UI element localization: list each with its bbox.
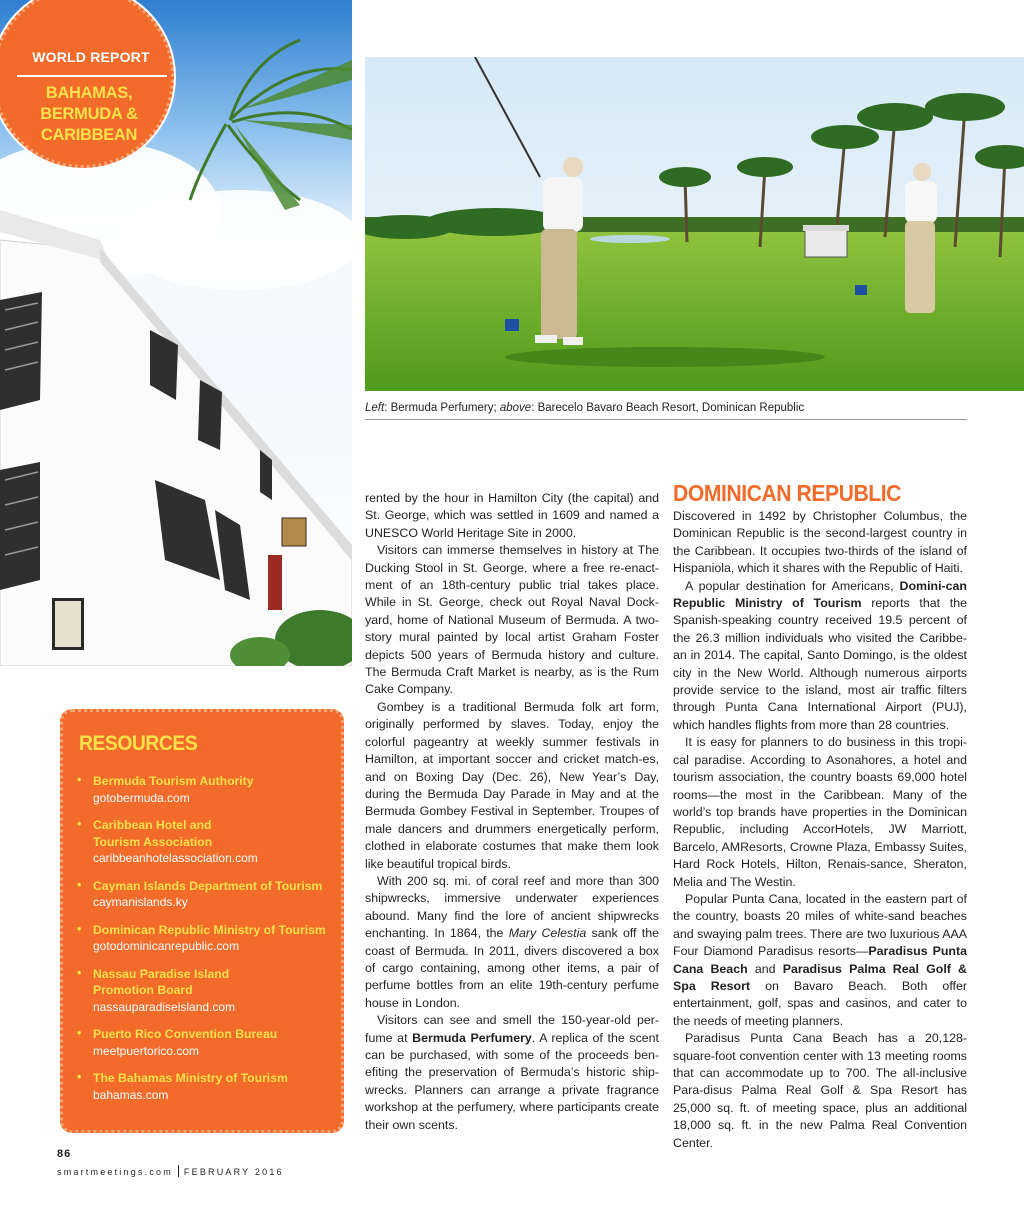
badge-label: WORLD REPORT: [32, 49, 150, 65]
resource-url[interactable]: nassauparadiseisland.com: [93, 999, 236, 1014]
bullet: •: [77, 817, 82, 831]
venue-name: Paradisus Punta Cana Beach: [673, 944, 968, 976]
resource-name: Cayman Islands Department of Tourism: [93, 878, 323, 893]
bullet: •: [77, 1026, 82, 1040]
caption-left-text: : Bermuda Perfumery;: [384, 402, 500, 414]
text: sank off the coast of Bermuda. In 2011, divers discovered a box of cargo containing, among other items, a pair of perfume bottles from an elite 19th-century perfume house in London.: [365, 926, 659, 1010]
caption-divider: [365, 419, 967, 420]
list-item: [77, 1070, 339, 1103]
list-item: [77, 878, 339, 911]
resource-url[interactable]: meetpuertorico.com: [93, 1043, 200, 1058]
list-item: [77, 922, 339, 955]
barcelo-bavaro-golf-photo: [365, 57, 1024, 391]
footer: [57, 1165, 284, 1177]
resources-box: [60, 709, 344, 1133]
dominican-article-column: [673, 508, 967, 1152]
bermuda-article-column: [365, 490, 659, 1134]
text: Popular Punta Cana, located in the eastern part of the country, boasts 20 miles of white-sand beaches and swaying palm trees. There are two luxurious AAA Four Diamond Paradisus resorts—: [673, 891, 967, 959]
badge-divider: [17, 75, 167, 77]
text: and: [747, 961, 783, 976]
badge-title: BAHAMAS, BERMUDA & CARIBBEAN: [40, 84, 138, 144]
resource-name: Bermuda Tourism Authority: [93, 774, 254, 788]
organization-name: Domini-can Republic Ministry of Tourism: [673, 578, 967, 611]
paragraph: [365, 873, 659, 1012]
resource-url[interactable]: gotobermuda.com: [93, 790, 190, 805]
resources-title: RESOURCES: [79, 732, 198, 755]
bullet: •: [77, 877, 82, 892]
paragraph: rented by the hour in Hamilton City (the capital) and St. George, which was settled in 1609 and named a UNESCO World Heritage Site in 2000.: [365, 491, 659, 540]
resource-name: Caribbean Hotel and Tourism Association: [93, 818, 213, 849]
venue-name: Bermuda Perfumery: [412, 1030, 532, 1045]
list-item: [77, 817, 339, 867]
caption-left-label: Left: [365, 402, 385, 414]
section-heading: DOMINICAN REPUBLIC: [673, 480, 902, 506]
paragraph: [673, 578, 967, 735]
list-item: [77, 773, 339, 806]
bullet: •: [77, 773, 82, 787]
resource-name: The Bahamas Ministry of Tourism: [93, 1071, 288, 1085]
caption-above-label: above: [499, 402, 532, 414]
paragraph: Paradisus Punta Cana Beach has a 20,128-square-foot convention center with 13 meeting rooms that can accommodate up to 700. The all-inclusive Para-disus Palma Real Golf & Spa Resort has 25,000 sq. ft. of meeting space, plus an additional 18,000 sq. ft. in the new Palma Real Convention Center.: [673, 1031, 967, 1150]
list-item: [77, 966, 339, 1016]
text: on Bavaro Beach. Both offer entertainment, golf, spas and casinos, and cater to the needs of meeting planners.: [673, 978, 967, 1028]
photo-caption: [365, 402, 967, 414]
issue-date: FEBRUARY 2016: [183, 1167, 284, 1177]
bullet: •: [77, 921, 82, 936]
resource-name: Puerto Rico Convention Bureau: [93, 1027, 278, 1041]
bullet: •: [77, 1070, 82, 1084]
resource-url[interactable]: caymanislands.ky: [93, 895, 188, 909]
resource-url[interactable]: bahamas.com: [93, 1087, 169, 1102]
resources-list: [77, 773, 339, 1114]
text: A popular destination for Americans,: [685, 578, 900, 593]
text: Visitors can see and smell the 150-year-old per-fume at: [365, 1013, 659, 1045]
list-item: [77, 1026, 339, 1059]
text: With 200 sq. mi. of coral reef and more than 300 shipwrecks, immersive underwater experiences abound. Many find the lore of ancient shipwrecks enchanting. In 1864, the: [365, 873, 659, 941]
resource-name: Dominican Republic Ministry of Tourism: [93, 922, 326, 937]
caption-above-text: : Barecelo Bavaro Beach Resort, Dominican Republic: [531, 402, 805, 414]
paragraph: [365, 1012, 659, 1134]
paragraph: Gombey is a traditional Bermuda folk art form, originally performed by slaves. Today, enjoy the colorful pageantry at weekly summer festivals in Hamilton, at important soccer and cricket match-es, and on Boxing Day (Dec. 26), New Year’s Day, during the Bermuda Day Parade in May and at the Bermuda Gombey Festival in September. Troupes of male dancers and drummers energetically perform, clothed in elaborate costumes that make them look like beautiful tropical birds.: [365, 699, 659, 871]
page-number: 86: [57, 1148, 72, 1160]
venue-name: Paradisus Palma Real Golf & Spa Resort: [673, 961, 968, 993]
text: . A replica of the scent can be purchased, with some of the proceeds ben-efiting the preservation of Bermuda’s historic ship-wrecks. Planners can arrange a private fragrance workshop at the perfumery, where participants create their own scents.: [365, 1030, 659, 1132]
world-report-badge: [0, 0, 174, 168]
bullet: •: [77, 965, 82, 980]
paragraph: Discovered in 1492 by Christopher Columbus, the Dominican Republic is the second-largest country in the Caribbean. It occupies two-thirds of the island of Hispaniola, which it shares with the Republic of Haiti.: [673, 509, 967, 576]
paragraph: It is easy for planners to do business in this tropi-cal paradise. According to Asonahores, a hotel and tourism association, the country boasts 69,000 hotel rooms—the most in the Caribbean. Many of the world’s top brands have properties in the Dominican Republic, including AccorHotels, JW Marriott, Barcelo, AMResorts, Crowne Plaza, Embassy Suites, Hard Rock Hotels, Hilton, Renais-sance, Sheraton, Melia and The Westin.: [673, 735, 967, 889]
resource-name: Nassau Paradise Island Promotion Board: [93, 966, 230, 997]
ship-name: Mary Celestia: [508, 926, 587, 941]
paragraph: Visitors can immerse themselves in history at The Ducking Stool in St. George, where a free re-enact-ment of an 18th-century public trial takes place. While in St. George, check out Royal Naval Dock-yard, home of National Museum of Bermuda. A two-story mural painted by local artist Graham Foster depicts 500 years of Bermuda history and culture. The Bermuda Craft Market is nearby, as is the Rum Cake Company.: [365, 543, 659, 697]
paragraph: [673, 891, 967, 1030]
resource-url[interactable]: caribbeanhotelassociation.com: [93, 851, 258, 865]
resource-url[interactable]: gotodominicanrepublic.com: [93, 939, 240, 953]
text: reports that the Spanish-speaking country received 19.5 percent of the 26.3 million individuals who visited the Caribbe-an in 2014. The capital, Santo Domingo, is the oldest city in the New World. Although numerous airports provide service to the island, most air traffic filters through Punta Cana International Airport (PUJ), which handles flights from more than 28 countries.: [673, 596, 967, 732]
footer-divider: [178, 1165, 179, 1177]
site-name: smartmeetings.com: [57, 1167, 173, 1177]
